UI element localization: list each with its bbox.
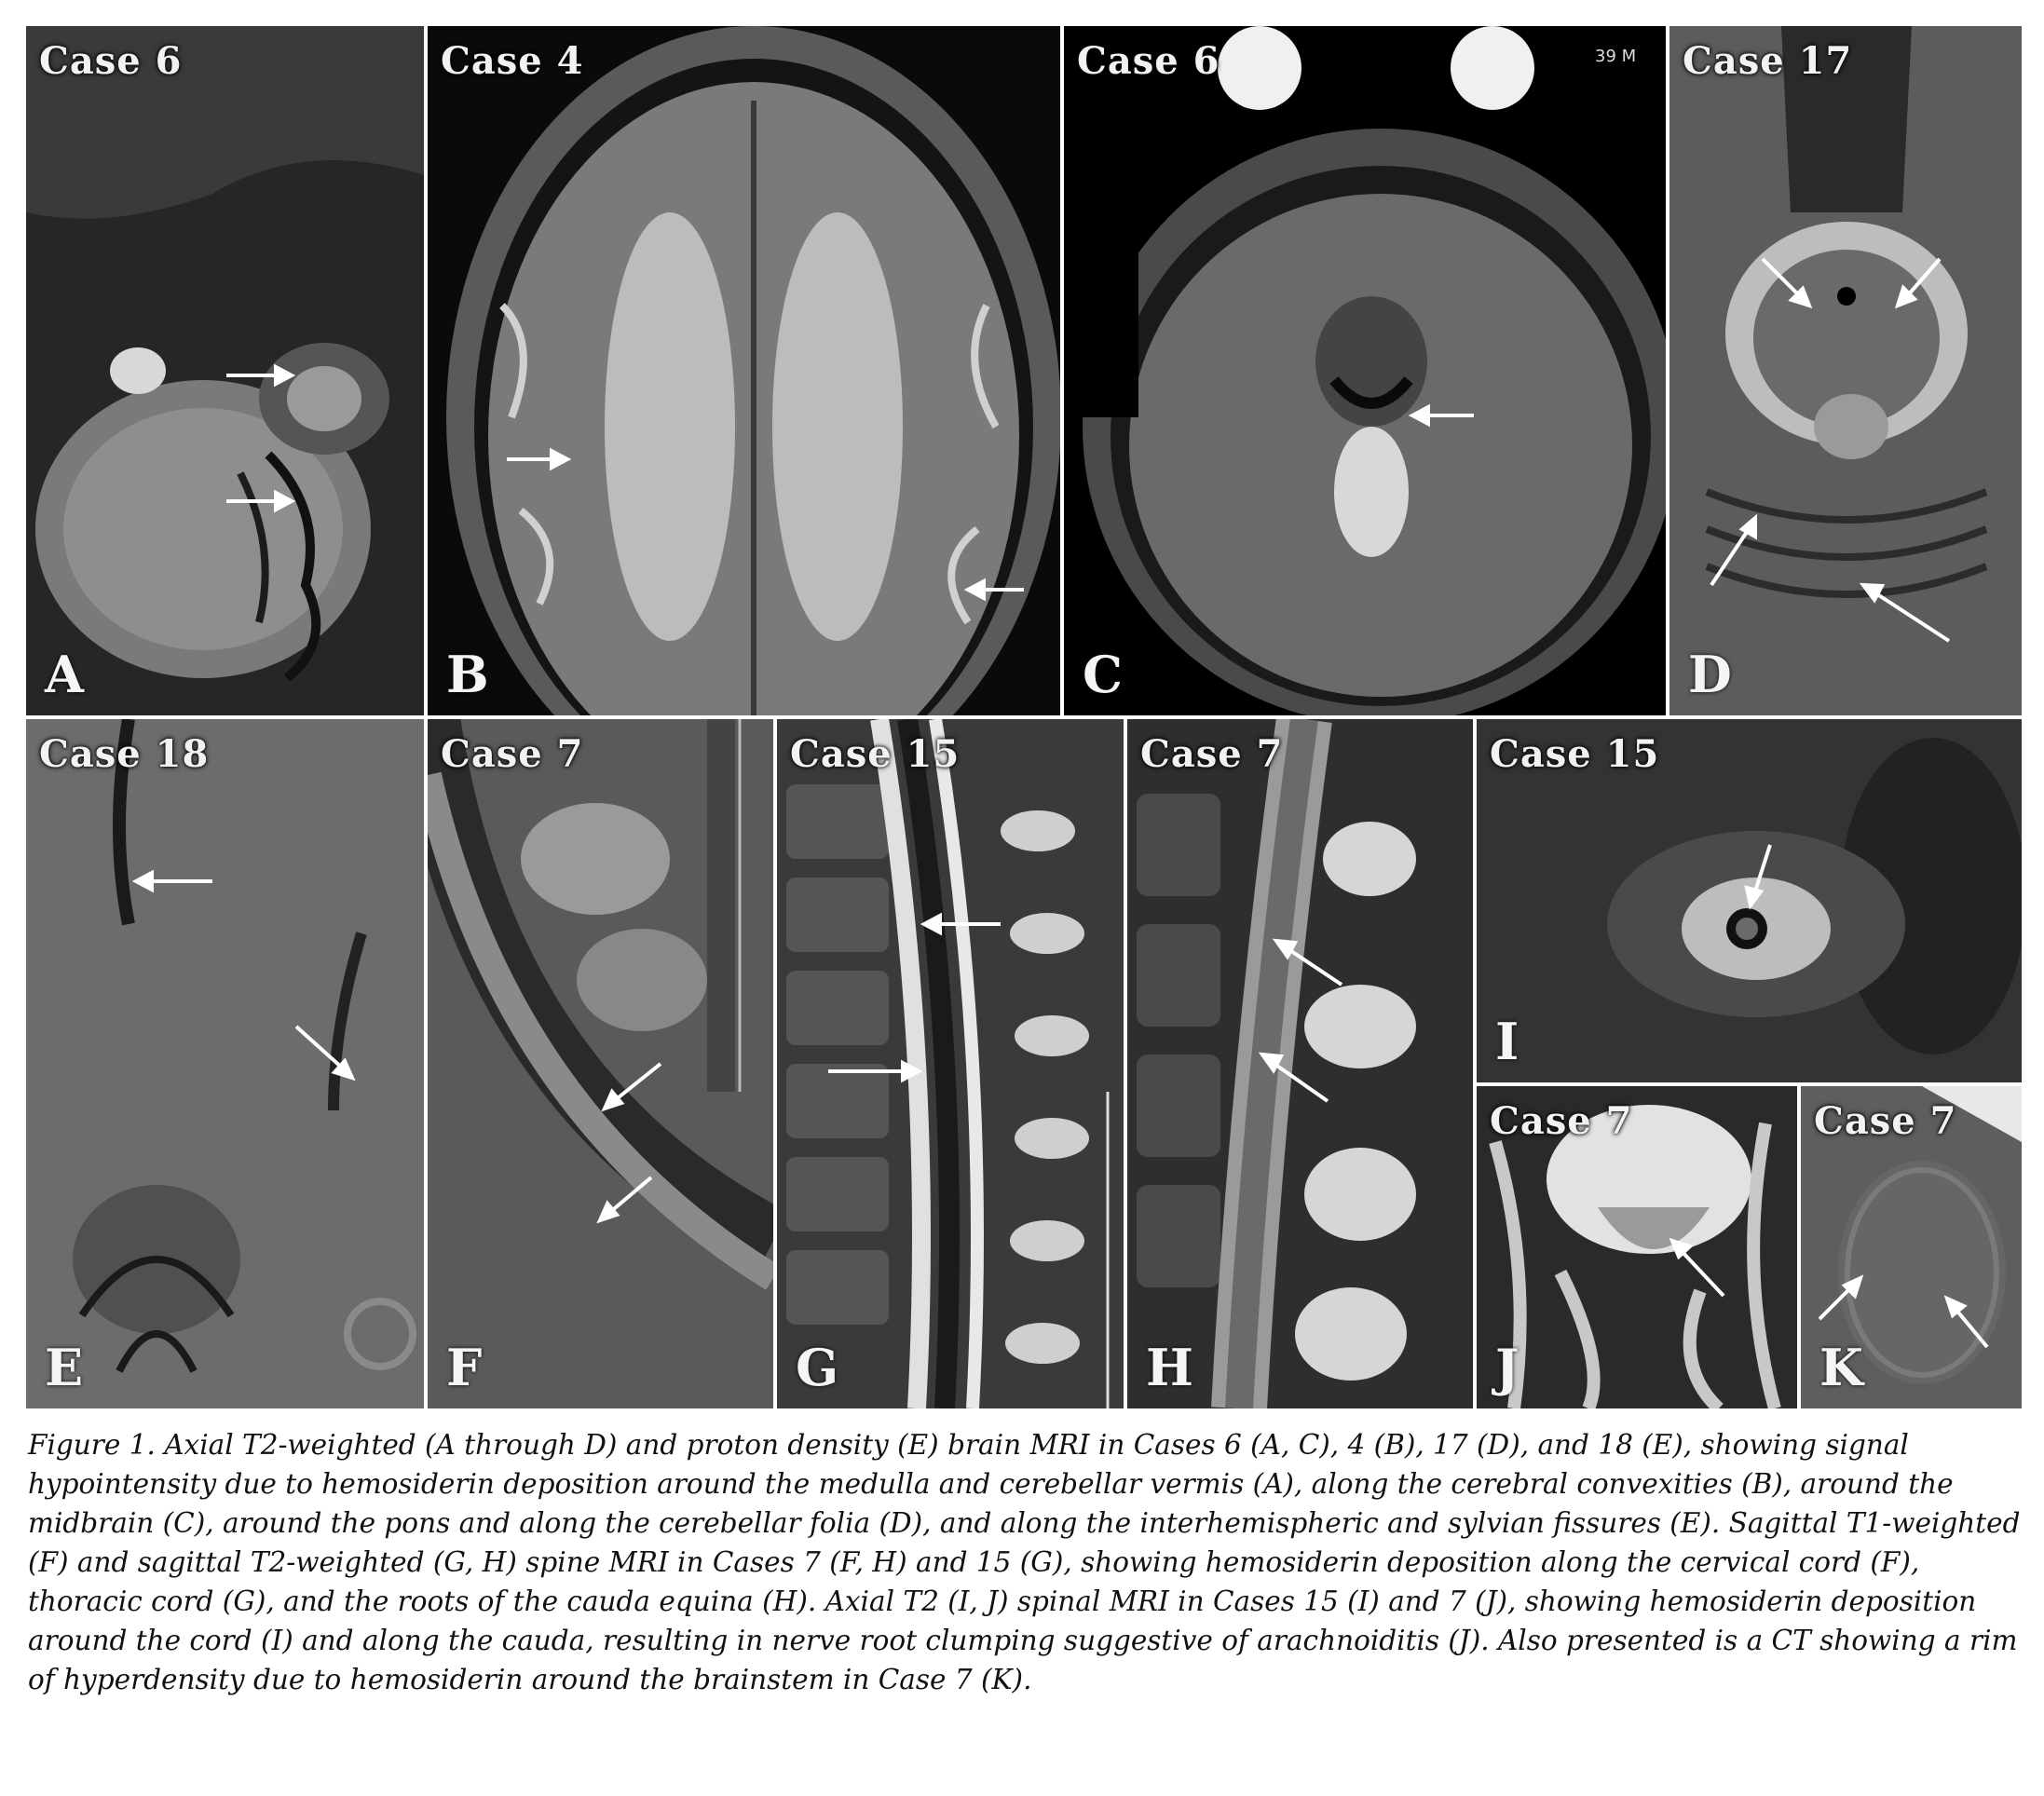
mri-image-f — [428, 719, 773, 1408]
mri-panel-d — [1669, 26, 2022, 715]
caption-text: Figure 1. Axial T2-weighted (A through D) and proton density (E) brain MRI in Cases 6 (A, C), 4 (B), 17 (D), and 18 (E), showing signal hypointensity due to hemosiderin deposition around the medulla and cerebellar vermis (A), along the cerebral convexities (B), around the midbrain (C), around the pons and along the cerebellar folia (D), and along the interhemispheric and sylvian fissures (E). Sagittal T1-weighted (F) and sagittal T2-weighted (G, H) spine MRI in Cases 7 (F, H) and 15 (G), showing hemosiderin deposition along the cervical cord (F), thoracic cord (G), and the roots of the cauda equina (H). Axial T2 (I, J) spinal MRI in Cases 15 (I) and 7 (J), showing hemosiderin deposition around the cord (I) and along the cauda, resulting in nerve root clumping suggestive of arachnoiditis (J). Also presented is a CT showing a rim of hyperdensity due to hemosiderin around the brainstem in Case 7 (K). — [28, 1429, 2021, 1695]
panel-letter: E — [45, 1338, 84, 1397]
case-label: Case 7 — [1490, 1099, 1633, 1143]
figure-caption — [28, 1425, 2022, 1699]
mri-image-h — [1127, 719, 1473, 1408]
case-label: Case 17 — [1683, 39, 1853, 83]
case-label: Case 15 — [790, 732, 961, 776]
panel-letter: A — [45, 645, 84, 704]
case-label: Case 4 — [441, 39, 584, 83]
case-label: Case 18 — [39, 732, 210, 776]
panel-letter: C — [1083, 645, 1123, 704]
figure-panel-grid — [26, 26, 2022, 1408]
mri-panel-g — [777, 719, 1124, 1408]
age-overlay: 39 M — [1595, 47, 1637, 66]
panel-letter: I — [1495, 1012, 1519, 1071]
panel-letter: G — [796, 1338, 839, 1397]
mri-panel-f — [428, 719, 773, 1408]
mri-image-e — [26, 719, 424, 1408]
panel-letter: K — [1819, 1338, 1863, 1397]
case-label: Case 7 — [1814, 1099, 1957, 1143]
mri-image-a — [26, 26, 424, 715]
mri-panel-i — [1477, 719, 2022, 1082]
mri-image-b — [428, 26, 1060, 715]
mri-image-d — [1669, 26, 2022, 715]
mri-panel-b — [428, 26, 1060, 715]
ct-panel-k — [1801, 1086, 2022, 1408]
panel-letter: F — [446, 1338, 483, 1397]
case-label: Case 7 — [441, 732, 584, 776]
mri-panel-e — [26, 719, 424, 1408]
panel-letter: H — [1146, 1338, 1194, 1397]
panel-letter: J — [1495, 1338, 1519, 1397]
mri-panel-a — [26, 26, 424, 715]
case-label: Case 7 — [1140, 732, 1284, 776]
mri-image-g — [777, 719, 1124, 1408]
case-label: Case 6 — [39, 39, 183, 83]
panel-letter: B — [446, 645, 489, 704]
mri-image-c — [1064, 26, 1666, 715]
case-label: Case 6 — [1077, 39, 1220, 83]
mri-panel-j — [1477, 1086, 1797, 1408]
case-label: Case 15 — [1490, 732, 1660, 776]
mri-panel-h — [1127, 719, 1473, 1408]
panel-letter: D — [1688, 645, 1732, 704]
mri-panel-c — [1064, 26, 1666, 715]
